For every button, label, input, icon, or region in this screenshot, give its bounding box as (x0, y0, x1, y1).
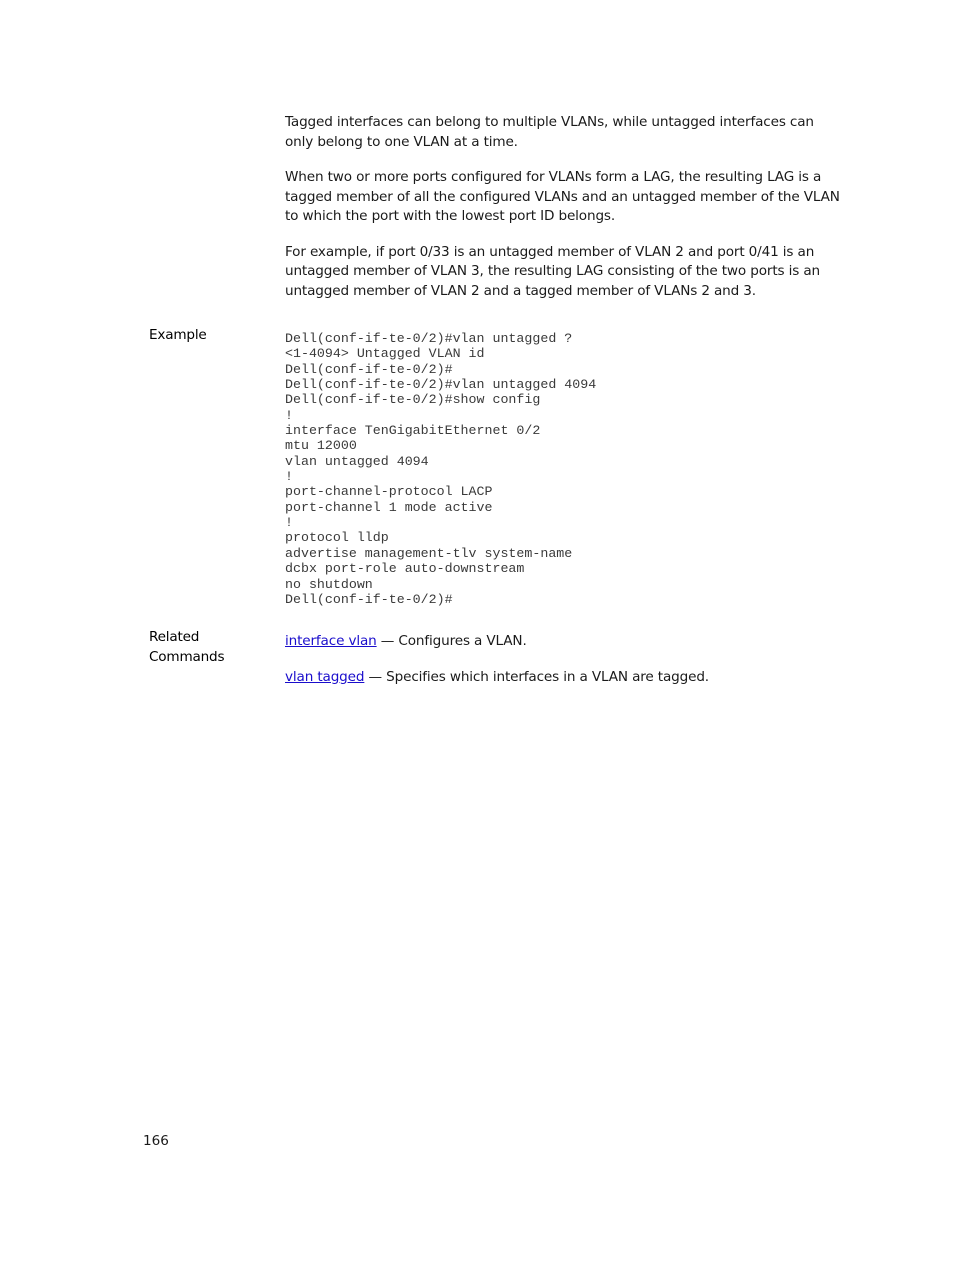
code-line: port-channel-protocol LACP (285, 484, 493, 500)
code-line: advertise management-tlv system-name (285, 545, 573, 561)
code-line: ! (285, 469, 293, 485)
code-line: interface TenGigabitEthernet 0/2 (285, 423, 541, 439)
code-line: Dell(conf-if-te-0/2)#show config (285, 392, 541, 408)
code-line: no shutdown (285, 576, 373, 592)
related-label-line-2: Commands (149, 648, 225, 665)
related-command-description: — Specifies which interfaces in a VLAN are tagged. (364, 668, 709, 685)
interface-vlan-link[interactable]: interface vlan (285, 633, 377, 649)
code-line: mtu 12000 (285, 438, 357, 454)
code-line: ! (285, 515, 293, 531)
code-line: Dell(conf-if-te-0/2)# (285, 591, 453, 607)
example-code-block (285, 331, 596, 607)
related-commands-label (149, 628, 274, 667)
code-line: protocol lldp (285, 530, 389, 546)
description-paragraph-3: For example, if port 0/33 is an untagged member of VLAN 2 and port 0/41 is an untagged member of VLAN 3, the resulting LAG consisting of the two ports is an untagged member of VLAN 2 and a tagged member of VLANs 2 and 3. (285, 243, 820, 299)
related-command-item (285, 668, 840, 688)
code-line: port-channel 1 mode active (285, 499, 493, 515)
code-line: Dell(conf-if-te-0/2)# (285, 361, 453, 377)
code-line: Dell(conf-if-te-0/2)#vlan untagged ? (285, 331, 573, 346)
description-paragraph-2: When two or more ports configured for VLANs form a LAG, the resulting LAG is a tagged member of all the configured VLANs and an untagged member of the VLAN to which the port with the lowest port ID belongs. (285, 169, 840, 224)
example-label: Example (149, 327, 207, 343)
related-command-description: — Configures a VLAN. (376, 633, 527, 649)
code-line: Dell(conf-if-te-0/2)#vlan untagged 4094 (285, 377, 597, 393)
code-line: vlan untagged 4094 (285, 453, 429, 469)
vlan-tagged-link[interactable]: vlan tagged (285, 668, 365, 685)
description-section (285, 113, 840, 317)
code-line: <1-4094> Untagged VLAN id (285, 346, 485, 362)
related-command-item (285, 632, 840, 652)
code-line: ! (285, 407, 293, 423)
description-paragraph-1: Tagged interfaces can belong to multiple VLANs, while untagged interfaces can only belong to one VLAN at a time. (285, 114, 814, 150)
related-commands-list (285, 632, 840, 703)
related-label-line-1: Related (149, 629, 200, 645)
page-number: 166 (143, 1133, 169, 1149)
code-line: dcbx port-role auto-downstream (285, 561, 525, 577)
